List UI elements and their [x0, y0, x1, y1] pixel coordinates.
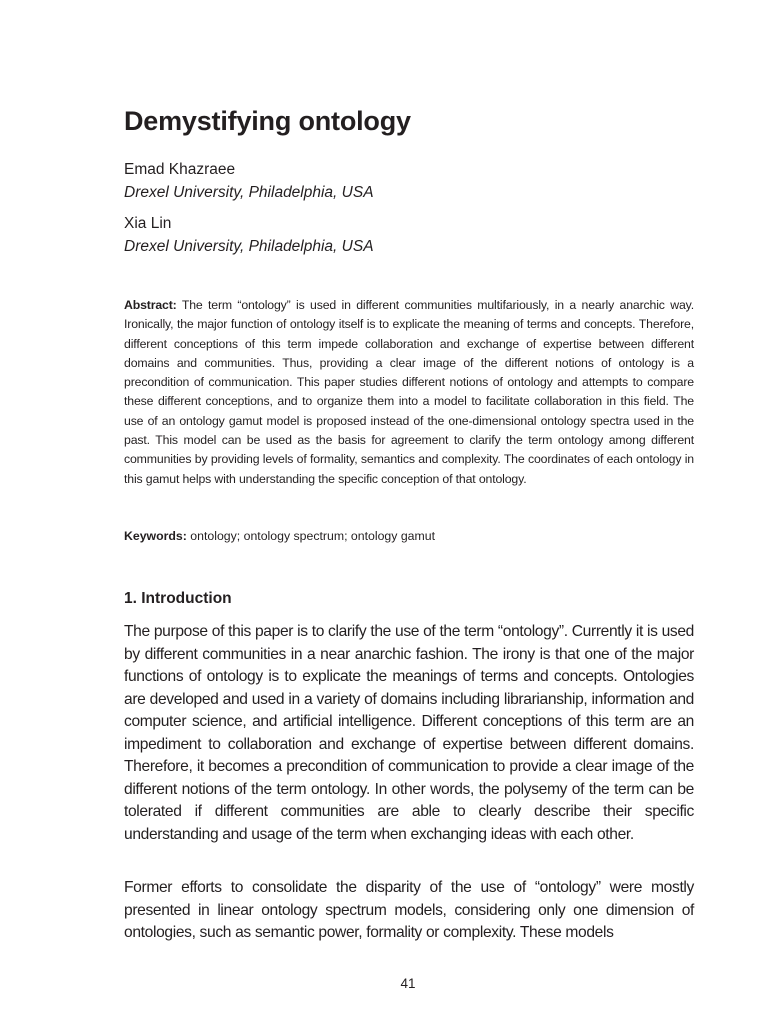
abstract-label: Abstract: — [124, 298, 177, 312]
body-paragraph: Former efforts to consolidate the disparity of the use of “ontology” were mostly presented in linear ontology spectrum models, considering only one dimension of ontologies, such as semantic power, formality or complexity. These models — [124, 879, 694, 941]
abstract — [124, 296, 694, 489]
author-affiliation: Drexel University, Philadelphia, USA — [124, 238, 374, 255]
keywords-text: ontology; ontology spectrum; ontology gamut — [190, 529, 436, 543]
abstract-text: The term “ontology” is used in different communities multifariously, in a nearly anarchic way. Ironically, the major function of ontology itself is to explicate the meaning of terms and concepts. Therefore, different conceptions of this term impede collaboration and exchange of expertise between different domains and communities. Thus, providing a clear image of the different notions of ontology is a precondition of communication. This paper studies different notions of ontology and attempts to compare these different conceptions, and to organize them into a model to facilitate collaboration in this field. The use of an ontology gamut model is proposed instead of the one-dimensional ontology spectra used in the past. This model can be used as the basis for agreement to clarify the term ontology among different communities by providing levels of formality, semantics and complexity. The coordinates of each ontology in this gamut helps with understanding the specific conception of that ontology. — [124, 298, 694, 486]
author-block — [124, 158, 374, 204]
keywords-label: Keywords: — [124, 529, 187, 543]
section-heading: 1. Introduction — [124, 590, 232, 607]
paper-title: Demystifying ontology — [124, 106, 411, 136]
author-block — [124, 212, 374, 258]
page-number: 41 — [400, 976, 416, 991]
keywords — [124, 527, 435, 546]
author-affiliation: Drexel University, Philadelphia, USA — [124, 184, 374, 201]
author-name: Xia Lin — [124, 215, 172, 232]
body-paragraph: The purpose of this paper is to clarify the use of the term “ontology”. Currently it is used by different communities in a near anarchic fashion. The irony is that one of the major functions of ontology is to explicate the meanings of terms and concepts. Ontologies are developed and used in a variety of domains including librarianship, information and computer science, and artificial intelligence. Different conceptions of this term are an impediment to collaboration and exchange of expertise between different domains. Therefore, it becomes a precondition of communication to provide a clear image of the different notions of the term ontology. In other words, the polysemy of the term can be tolerated if different communities are able to clearly describe their specific understanding and usage of the term when exchanging ideas with each other. — [124, 623, 694, 843]
author-name: Emad Khazraee — [124, 161, 236, 178]
